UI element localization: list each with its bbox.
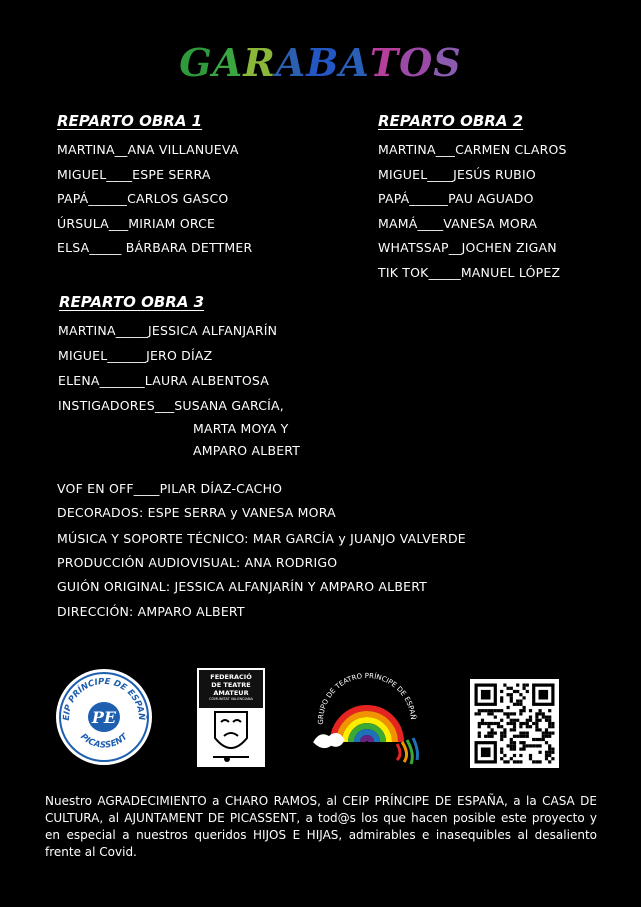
theatre-mask-icon	[197, 708, 265, 765]
credit-line: VOF EN OFF____PILAR DÍAZ-CACHO	[57, 481, 283, 496]
cast-line: ELENA_______LAURA ALBENTOSA	[58, 373, 269, 388]
obra1-heading: REPARTO OBRA 1	[57, 112, 203, 130]
federacio-sub: COMUNITAT VALENCIANA	[209, 697, 253, 701]
title-letter: S	[433, 40, 462, 85]
federacio-line: DE TEATRE	[211, 681, 251, 689]
credit-line: MÚSICA Y SOPORTE TÉCNICO: MAR GARCÍA y JUANJO VALVERDE	[57, 531, 466, 546]
title-letter: T	[369, 40, 400, 85]
obra2-cast	[378, 142, 567, 289]
cast-line: TIK TOK_____MANUEL LÓPEZ	[378, 264, 561, 280]
grupo-teatro-logo	[305, 662, 429, 770]
grupo-arc-text: GRUPO DE TEATRO PRÍNCIPE DE ESPAÑ	[316, 671, 417, 725]
credit-line: DIRECCIÓN: AMPARO ALBERT	[57, 604, 245, 619]
cast-line: MARTINA___CARMEN CLAROS	[378, 142, 567, 157]
credit-line: GUIÓN ORIGINAL: JESSICA ALFANJARÍN Y AMPARO ALBERT	[57, 579, 428, 594]
cast-line: MARTINA_____JESSICA ALFANJARÍN	[58, 323, 278, 338]
rainbow-icon	[333, 708, 401, 742]
qr-code-icon	[470, 679, 559, 768]
ceip-top-text: EIP PRÍNCIPE DE ESPAÑ	[61, 676, 147, 721]
cast-line: WHATSSAP__JOCHEN ZIGAN	[378, 240, 557, 255]
title-letter: O	[399, 40, 434, 85]
cast-line: PAPÁ______PAU AGUADO	[378, 191, 534, 206]
obra3-cast-continued	[193, 421, 300, 465]
obra3-heading: REPARTO OBRA 3	[59, 293, 205, 311]
cast-line: MIGUEL____ESPE SERRA	[57, 166, 211, 182]
cloud-icon	[315, 734, 343, 746]
obra2-heading: REPARTO OBRA 2	[378, 112, 524, 130]
ceip-initials: PE	[91, 708, 117, 727]
cast-line: ÚRSULA___MIRIAM ORCE	[57, 215, 216, 231]
ceip-logo	[55, 667, 153, 767]
cast-line: MAMÁ____VANESA MORA	[378, 215, 538, 231]
credit-line: PRODUCCIÓN AUDIOVISUAL: ANA RODRIGO	[57, 555, 338, 570]
title-letter: G	[179, 40, 213, 85]
acknowledgement-text: Nuestro AGRADECIMIENTO a CHARO RAMOS, al CEIP PRÍNCIPE DE ESPAÑA, a la CASA DE CULTURA, al AJUNTAMENT DE PICASSENT, a tod@s los que hacen posible este proyecto y en especial a nuestros queridos HIJOS E HIJAS, admirables e inasequibles al desaliento frente al Covid.	[45, 794, 597, 859]
title-letter: A	[275, 40, 307, 85]
title-letter: A	[212, 40, 244, 85]
obra1-cast	[57, 142, 252, 265]
federacio-logo	[197, 668, 265, 767]
qr-code[interactable]	[470, 679, 559, 768]
title-letter: B	[306, 40, 340, 85]
cast-line: ELSA_____ BÁRBARA DETTMER	[57, 240, 253, 255]
federacio-line: FEDERACIÓ	[210, 673, 252, 681]
cast-line: MIGUEL____JESÚS RUBIO	[378, 166, 536, 182]
title-letter: R	[243, 40, 276, 85]
title-letter: A	[339, 40, 370, 85]
cast-line: PAPÁ______CARLOS GASCO	[57, 191, 229, 206]
federacio-line: AMATEUR	[213, 689, 249, 697]
cast-line: INSTIGADORES___SUSANA GARCÍA,	[58, 398, 284, 413]
obra3-cast	[58, 323, 284, 421]
cast-line: MARTINA__ANA VILLANUEVA	[57, 142, 239, 157]
credit-line: DECORADOS: ESPE SERRA y VANESA MORA	[57, 505, 336, 520]
cast-line: MARTA MOYA Y	[193, 421, 289, 436]
cast-line: AMPARO ALBERT	[193, 443, 301, 458]
cast-line: MIGUEL______JERO DÍAZ	[58, 348, 213, 363]
ceip-bottom-text: PICASSENT	[78, 731, 130, 751]
page-title	[0, 40, 641, 85]
